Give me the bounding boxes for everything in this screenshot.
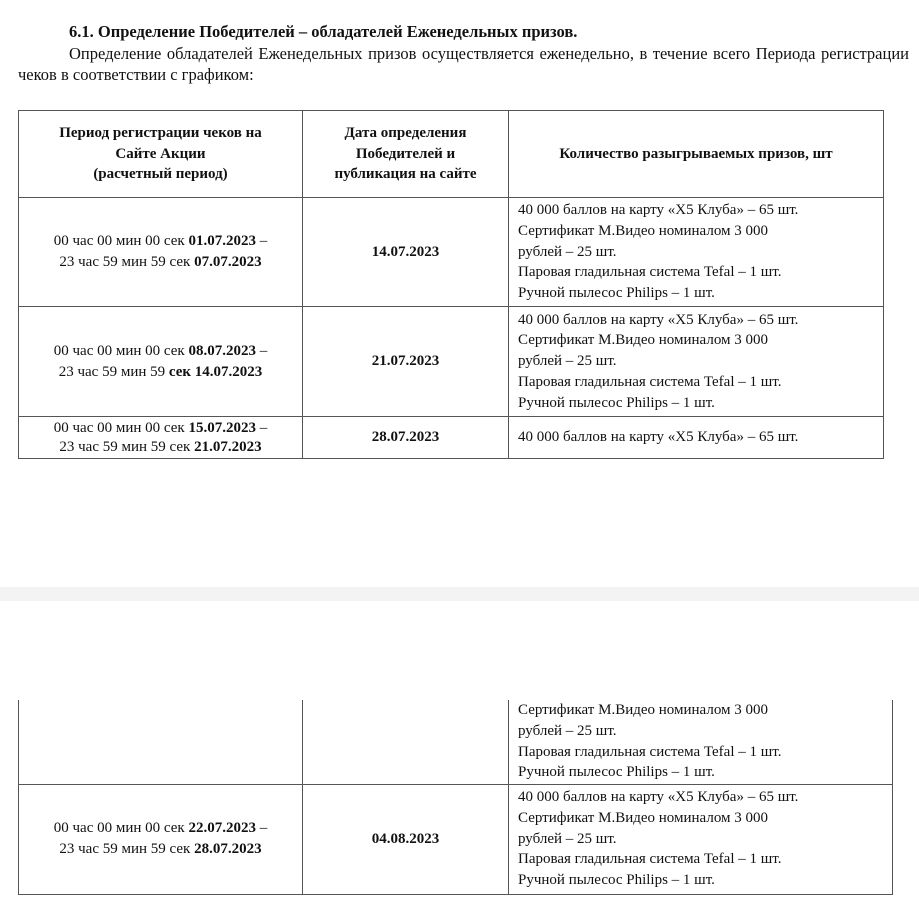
table-row	[19, 784, 893, 894]
period-cell: 00 час 00 мин 00 сек 08.07.2023 – 23 час 59 мин 59 сек 14.07.2023	[19, 307, 303, 417]
page-separator	[0, 587, 919, 601]
result-date-cell: 04.08.2023	[303, 784, 509, 894]
document-page-2	[0, 601, 919, 898]
prize-schedule-table-continued	[18, 700, 893, 895]
period-cell: 00 час 00 мин 00 сек 15.07.2023 – 23 час 59 мин 59 сек 21.07.2023	[19, 417, 303, 459]
table-header-row	[19, 111, 884, 198]
table-row	[19, 307, 884, 417]
result-date-cell: 28.07.2023	[303, 417, 509, 459]
prizes-cell: 40 000 баллов на карту «Х5 Клуба» – 65 шт. Сертификат М.Видео номиналом 3 000 рублей – 25 шт. Паровая гладильная система Tefal – 1 шт. Ручной пылесос Philips – 1 шт.	[509, 198, 884, 307]
table-row-continued	[19, 700, 893, 784]
result-date-cell: 14.07.2023	[303, 198, 509, 307]
table-row	[19, 417, 884, 459]
period-cell: 00 час 00 мин 00 сек 01.07.2023 – 23 час 59 мин 59 сек 07.07.2023	[19, 198, 303, 307]
prizes-cell: Сертификат М.Видео номиналом 3 000 рублей – 25 шт. Паровая гладильная система Tefal – 1 шт. Ручной пылесос Philips – 1 шт.	[509, 700, 893, 784]
section-heading: 6.1. Определение Победителей – обладателей Еженедельных призов.	[69, 22, 578, 41]
prizes-cell: 40 000 баллов на карту «Х5 Клуба» – 65 шт. Сертификат М.Видео номиналом 3 000 рублей – 25 шт. Паровая гладильная система Tefal – 1 шт. Ручной пылесос Philips – 1 шт.	[509, 307, 884, 417]
prize-schedule-table	[18, 110, 884, 459]
header-prizes: Количество разыгрываемых призов, шт	[509, 111, 884, 198]
table-row	[19, 198, 884, 307]
section-paragraph: Определение обладателей Еженедельных призов осуществляется еженедельно, в течение всего Периода регистрации чеков в соответствии с графиком:	[18, 44, 909, 84]
result-date-cell: 21.07.2023	[303, 307, 509, 417]
header-period: Период регистрации чеков на Сайте Акции (расчетный период)	[19, 111, 303, 198]
period-cell-empty	[19, 700, 303, 784]
header-date: Дата определения Победителей и публикация на сайте	[303, 111, 509, 198]
period-cell: 00 час 00 мин 00 сек 22.07.2023 – 23 час 59 мин 59 сек 28.07.2023	[19, 784, 303, 894]
result-date-cell-empty	[303, 700, 509, 784]
prizes-cell: 40 000 баллов на карту «Х5 Клуба» – 65 шт. Сертификат М.Видео номиналом 3 000 рублей – 25 шт. Паровая гладильная система Tefal – 1 шт. Ручной пылесос Philips – 1 шт.	[509, 784, 893, 894]
prizes-cell: 40 000 баллов на карту «Х5 Клуба» – 65 шт.	[509, 417, 884, 459]
